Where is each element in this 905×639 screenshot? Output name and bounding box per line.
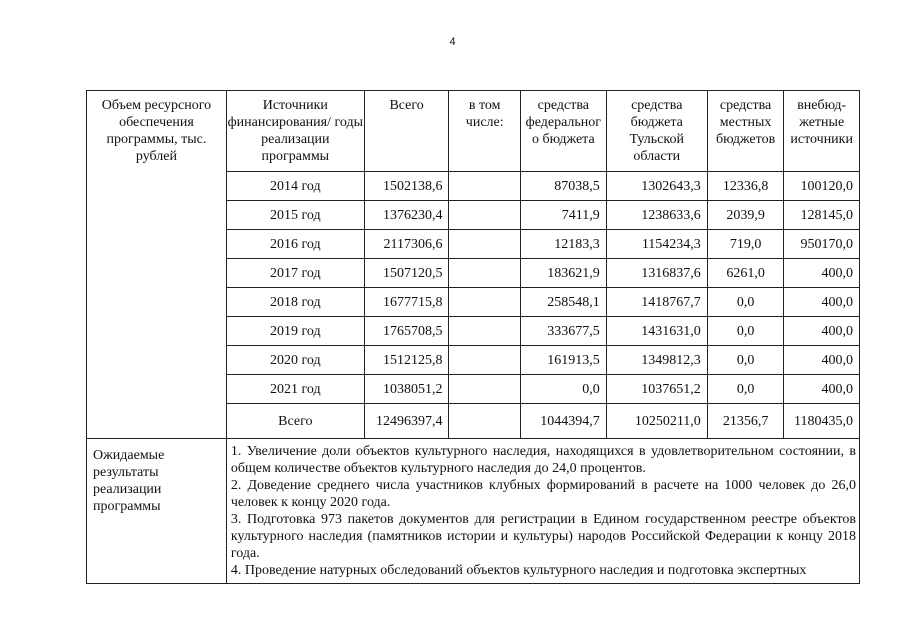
results-text xyxy=(226,439,859,584)
result-item-2: 2. Доведение среднего числа участников клубных формирований в расчете на 1000 человек до 26,0 человек к концу 2020 года. xyxy=(230,478,856,510)
header-including: в том числе: xyxy=(449,91,520,172)
cell-regional: 1349812,3 xyxy=(606,346,707,375)
cell-local: 719,0 xyxy=(707,230,784,259)
cell-total: 1677715,8 xyxy=(364,288,449,317)
cell-local: 12336,8 xyxy=(707,172,784,201)
result-item-4: 4. Проведение натурных обследований объектов культурного наследия и подготовка экспертных xyxy=(230,563,807,578)
cell-including-empty xyxy=(449,259,520,288)
cell-including-empty xyxy=(449,404,520,439)
cell-offbudget: 128145,0 xyxy=(784,201,860,230)
cell-including-empty xyxy=(449,172,520,201)
header-source: Источники финансирования/ годы реализации программы xyxy=(226,91,364,172)
header-row xyxy=(87,91,860,172)
cell-including-empty xyxy=(449,317,520,346)
cell-total: 1765708,5 xyxy=(364,317,449,346)
header-total: Всего xyxy=(364,91,449,172)
header-regional: средства бюджета Тульской области xyxy=(606,91,707,172)
cell-regional: 1431631,0 xyxy=(606,317,707,346)
results-label: Ожидаемые результаты реализации программы xyxy=(87,439,227,584)
results-body xyxy=(87,439,860,584)
cell-offbudget: 950170,0 xyxy=(784,230,860,259)
cell-local: 0,0 xyxy=(707,288,784,317)
cell-federal: 0,0 xyxy=(520,375,606,404)
cell-total: 12496397,4 xyxy=(364,404,449,439)
cell-federal: 183621,9 xyxy=(520,259,606,288)
cell-total: 1038051,2 xyxy=(364,375,449,404)
cell-total: 1507120,5 xyxy=(364,259,449,288)
passport-table xyxy=(86,90,860,584)
result-item-1: 1. Увеличение доли объектов культурного наследия, находящихся в удовлетворительном состоянии, в общем количестве объектов культурного наследия до 24,0 процентов. xyxy=(230,444,856,476)
cell-federal: 258548,1 xyxy=(520,288,606,317)
cell-regional: 1238633,6 xyxy=(606,201,707,230)
cell-including-empty xyxy=(449,288,520,317)
cell-year: 2019 год xyxy=(226,317,364,346)
cell-including-empty xyxy=(449,346,520,375)
cell-local: 0,0 xyxy=(707,317,784,346)
cell-local: 21356,7 xyxy=(707,404,784,439)
cell-regional: 1418767,7 xyxy=(606,288,707,317)
cell-year: 2016 год xyxy=(226,230,364,259)
cell-regional: 1316837,6 xyxy=(606,259,707,288)
cell-offbudget: 400,0 xyxy=(784,317,860,346)
result-item-3: 3. Подготовка 973 пакетов документов для регистрации в Едином государственном реестре объектов культурного наследия (памятников истории и культуры) народов Российской Федерации к концу 2018 года. xyxy=(230,512,856,561)
cell-regional: 1154234,3 xyxy=(606,230,707,259)
cell-total: 1502138,6 xyxy=(364,172,449,201)
cell-offbudget: 400,0 xyxy=(784,259,860,288)
cell-total: 2117306,6 xyxy=(364,230,449,259)
cell-total: 1376230,4 xyxy=(364,201,449,230)
cell-year: 2021 год xyxy=(226,375,364,404)
header-federal: средства федеральног о бюджета xyxy=(520,91,606,172)
cell-year: 2018 год xyxy=(226,288,364,317)
cell-regional: 10250211,0 xyxy=(606,404,707,439)
cell-year: 2014 год xyxy=(226,172,364,201)
cell-local: 0,0 xyxy=(707,346,784,375)
cell-year: 2020 год xyxy=(226,346,364,375)
cell-federal: 87038,5 xyxy=(520,172,606,201)
cell-offbudget: 400,0 xyxy=(784,288,860,317)
cell-local: 2039,9 xyxy=(707,201,784,230)
cell-federal: 12183,3 xyxy=(520,230,606,259)
cell-including-empty xyxy=(449,230,520,259)
cell-year: 2017 год xyxy=(226,259,364,288)
header-offbudget: внебюд-жетные источники xyxy=(784,91,860,172)
cell-including-empty xyxy=(449,375,520,404)
resources-label: Объем ресурсного обеспечения программы, тыс. рублей xyxy=(87,91,227,439)
cell-year: Всего xyxy=(226,404,364,439)
cell-offbudget: 1180435,0 xyxy=(784,404,860,439)
cell-federal: 161913,5 xyxy=(520,346,606,375)
table-body xyxy=(87,91,860,439)
results-row xyxy=(87,439,860,584)
cell-offbudget: 400,0 xyxy=(784,375,860,404)
cell-including-empty xyxy=(449,201,520,230)
cell-federal: 333677,5 xyxy=(520,317,606,346)
cell-regional: 1037651,2 xyxy=(606,375,707,404)
cell-offbudget: 100120,0 xyxy=(784,172,860,201)
header-local: средства местных бюджетов xyxy=(707,91,784,172)
cell-total: 1512125,8 xyxy=(364,346,449,375)
cell-local: 0,0 xyxy=(707,375,784,404)
cell-regional: 1302643,3 xyxy=(606,172,707,201)
page-number: 4 xyxy=(449,36,456,48)
cell-year: 2015 год xyxy=(226,201,364,230)
cell-local: 6261,0 xyxy=(707,259,784,288)
cell-offbudget: 400,0 xyxy=(784,346,860,375)
cell-federal: 1044394,7 xyxy=(520,404,606,439)
cell-federal: 7411,9 xyxy=(520,201,606,230)
